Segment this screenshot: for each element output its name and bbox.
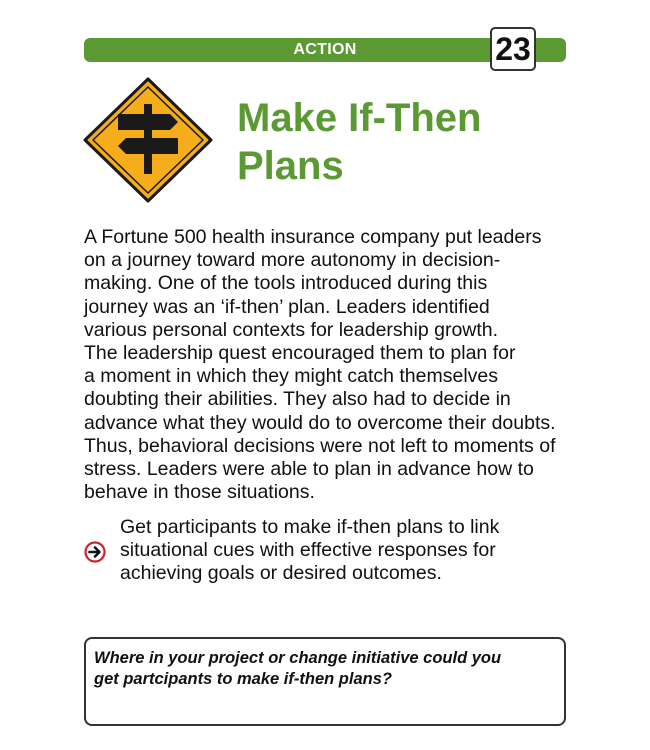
circled-arrow-icon bbox=[84, 541, 106, 563]
action-line: situational cues with effective responses for bbox=[120, 539, 496, 562]
section-label: ACTION bbox=[293, 41, 357, 58]
body-line: a moment in which they might catch themselves bbox=[84, 365, 499, 388]
title-line: Plans bbox=[237, 144, 344, 188]
body-line: advance what they would do to overcome their doubts. bbox=[84, 411, 556, 434]
action-line: Get participants to make if-then plans to link bbox=[120, 516, 500, 538]
question-line: get partcipants to make if-then plans? bbox=[94, 670, 392, 688]
body-line: on a journey toward more autonomy in decision- bbox=[84, 249, 501, 272]
body-line: The leadership quest encouraged them to plan for bbox=[84, 342, 516, 365]
crossroads-sign-icon bbox=[82, 76, 214, 204]
card-number-badge: 23 bbox=[490, 27, 536, 71]
body-line: behave in those situations. bbox=[84, 481, 315, 504]
action-line: achieving goals or desired outcomes. bbox=[120, 562, 442, 585]
body-line: making. One of the tools introduced during this bbox=[84, 272, 488, 295]
body-line: stress. Leaders were able to plan in advance how to bbox=[84, 458, 534, 481]
body-paragraph bbox=[84, 226, 584, 504]
body-line: A Fortune 500 health insurance company put leaders bbox=[84, 226, 542, 248]
action-instruction bbox=[120, 516, 560, 586]
title-line: Make If-Then bbox=[237, 96, 482, 140]
page-title bbox=[237, 94, 597, 190]
body-line: various personal contexts for leadership growth. bbox=[84, 318, 499, 341]
reflection-question-box bbox=[84, 637, 566, 726]
body-line: doubting their abilities. They also had to decide in bbox=[84, 388, 511, 411]
body-line: journey was an ‘if-then’ plan. Leaders identified bbox=[84, 295, 490, 318]
reflection-question bbox=[94, 648, 554, 690]
question-line: Where in your project or change initiative could you bbox=[94, 649, 502, 667]
body-line: Thus, behavioral decisions were not left to moments of bbox=[84, 434, 556, 457]
